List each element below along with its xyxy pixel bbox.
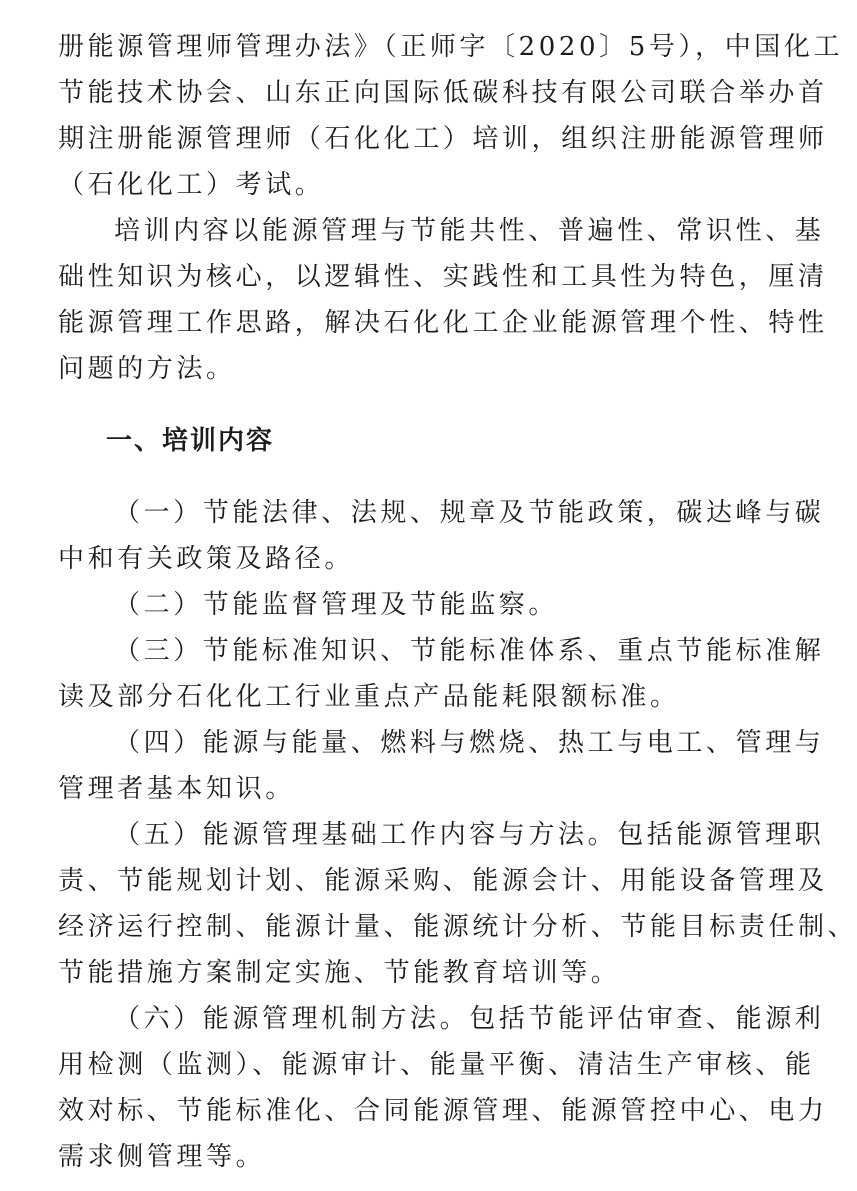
document-page <box>58 24 857 1180</box>
text-line: 节能技术协会、山东正向国际低碳科技有限公司联合举办首 <box>58 78 828 108</box>
text-line: 培训内容以能源管理与节能共性、普遍性、常识性、基 <box>114 216 825 246</box>
text-line: 效对标、节能标准化、合同能源管理、能源管控中心、电力 <box>58 1096 828 1126</box>
item-3-paragraph <box>58 628 825 720</box>
section-heading: 一、培训内容 <box>106 426 275 456</box>
text-line: （一）节能法律、法规、规章及节能政策，碳达峰与碳 <box>114 498 825 528</box>
intro-paragraph <box>58 24 844 208</box>
text-line: 能源管理工作思路，解决石化化工企业能源管理个性、特性 <box>58 308 828 338</box>
text-line: （五）能源管理基础工作内容与方法。包括能源管理职 <box>114 820 825 850</box>
text-line: 责、节能规划计划、能源采购、能源会计、用能设备管理及 <box>58 866 828 896</box>
text-line: 需求侧管理等。 <box>58 1142 266 1172</box>
text-line: （石化化工）考试。 <box>58 170 325 200</box>
text-line: 读及部分石化化工行业重点产品能耗限额标准。 <box>58 682 680 712</box>
text-line: 经济运行控制、能源计量、能源统计分析、节能目标责任制、 <box>58 912 857 942</box>
item-2-paragraph <box>58 582 762 628</box>
text-line: 管理者基本知识。 <box>58 774 295 804</box>
item-1-paragraph <box>58 490 825 582</box>
text-line: 问题的方法。 <box>58 354 236 384</box>
text-line: （四）能源与能量、燃料与燃烧、热工与电工、管理与 <box>114 728 825 758</box>
text-line: （六）能源管理机制方法。包括节能评估审查、能源利 <box>114 1004 825 1034</box>
text-line: （三）节能标准知识、节能标准体系、重点节能标准解 <box>114 636 825 666</box>
text-line: 册能源管理师管理办法》（正师字〔2020〕5号），中国化工 <box>58 32 844 62</box>
text-line: 节能措施方案制定实施、节能教育培训等。 <box>58 958 621 988</box>
purpose-paragraph <box>58 208 828 392</box>
text-line: 用检测（监测）、能源审计、能量平衡、清洁生产审核、能 <box>58 1050 815 1080</box>
text-line: 中和有关政策及路径。 <box>58 544 355 574</box>
text-line: （二）节能监督管理及节能监察。 <box>114 590 559 620</box>
item-4-paragraph <box>58 720 825 812</box>
text-line: 期注册能源管理师（石化化工）培训，组织注册能源管理师 <box>58 124 828 154</box>
item-5-paragraph <box>58 812 857 996</box>
text-line: 础性知识为核心，以逻辑性、实践性和工具性为特色，厘清 <box>58 262 828 292</box>
item-6-paragraph <box>58 996 828 1180</box>
